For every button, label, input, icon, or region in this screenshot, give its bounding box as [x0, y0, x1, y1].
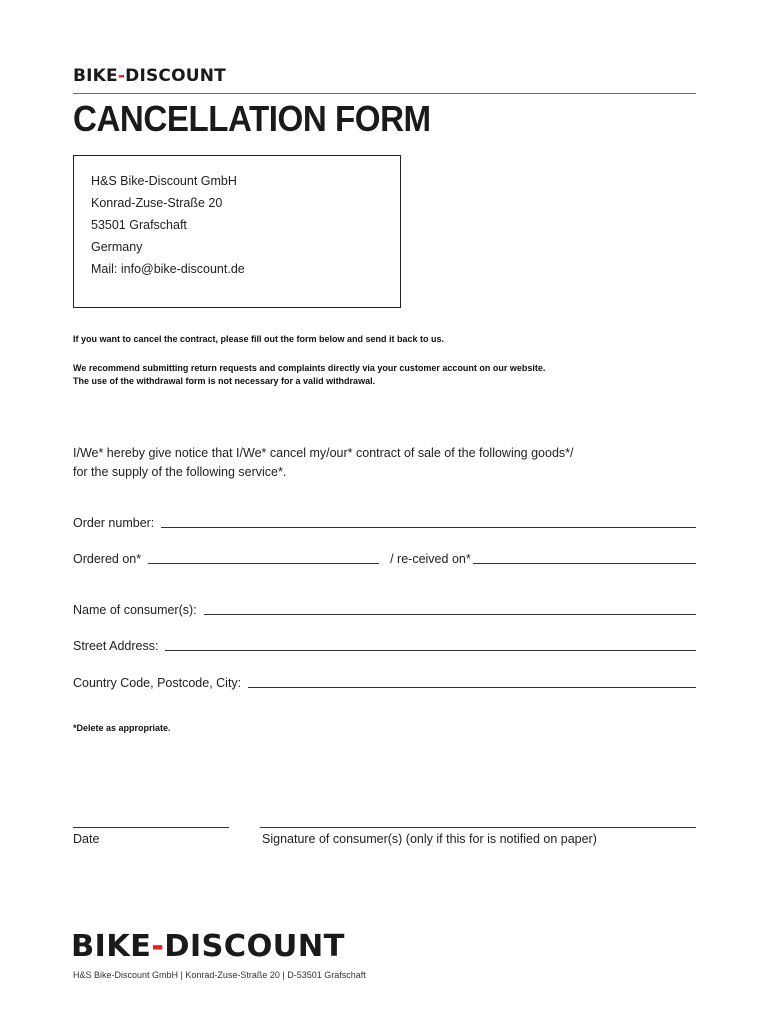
ordered-on-label: Ordered on*	[73, 552, 142, 566]
logo-dash: -	[117, 66, 126, 86]
declaration-line-1: I/We* hereby give notice that I/We* cancel my/our* contract of sale of the following goods*/	[73, 446, 574, 460]
footer-company-info: H&S Bike-Discount GmbH | Konrad-Zuse-Straße 20 | D-53501 Grafschaft	[73, 970, 366, 980]
signature-field[interactable]	[260, 827, 696, 828]
instruction-text: If you want to cancel the contract, please fill out the form below and send it back to us.	[73, 334, 445, 344]
country-city-field[interactable]	[248, 686, 696, 688]
consumer-name-label: Name of consumer(s):	[73, 603, 197, 617]
declaration-line-2: for the supply of the following service*.	[73, 465, 287, 479]
country-city-row	[73, 672, 696, 690]
order-dates-row	[73, 548, 696, 566]
street-address-field[interactable]	[165, 649, 696, 651]
logo-text-bike: BIKE	[73, 66, 118, 86]
consumer-name-row	[73, 599, 696, 617]
date-label: Date	[73, 832, 100, 846]
address-country: Germany	[91, 240, 143, 254]
street-address-label: Street Address:	[73, 639, 159, 653]
received-on-field[interactable]	[473, 562, 696, 564]
address-email: Mail: info@bike-discount.de	[91, 262, 245, 276]
address-street: Konrad-Zuse-Straße 20	[91, 196, 223, 210]
ordered-on-field[interactable]	[148, 562, 379, 564]
order-number-field[interactable]	[161, 526, 696, 528]
recommendation-text	[73, 362, 545, 387]
withdrawal-note-line: The use of the withdrawal form is not necessary for a valid withdrawal.	[73, 375, 376, 386]
header-divider	[73, 93, 696, 94]
received-on-label: / re-ceived on*	[390, 552, 471, 566]
signature-label: Signature of consumer(s) (only if this for is notified on paper)	[262, 832, 597, 846]
footer-brand-logo	[71, 929, 345, 964]
footnote: *Delete as appropriate.	[73, 723, 171, 733]
country-city-label: Country Code, Postcode, City:	[73, 676, 242, 690]
logo-text-discount: DISCOUNT	[125, 66, 226, 86]
recommendation-line: We recommend submitting return requests and complaints directly via your customer account on our website.	[73, 363, 546, 373]
recipient-address-box	[73, 155, 401, 308]
address-city: 53501 Grafschaft	[91, 218, 187, 232]
cancellation-declaration	[73, 444, 574, 482]
footer-logo-dash: -	[151, 929, 165, 964]
footer-logo-text-discount: DISCOUNT	[164, 929, 345, 964]
address-company: H&S Bike-Discount GmbH	[91, 174, 237, 188]
page-title: CANCELLATION FORM	[73, 98, 431, 139]
order-number-row	[73, 512, 696, 530]
brand-logo	[73, 66, 226, 86]
order-number-label: Order number:	[73, 516, 155, 530]
date-field[interactable]	[73, 827, 229, 828]
footer-logo-text-bike: BIKE	[71, 929, 152, 964]
consumer-name-field[interactable]	[204, 613, 696, 615]
street-address-row	[73, 635, 696, 653]
